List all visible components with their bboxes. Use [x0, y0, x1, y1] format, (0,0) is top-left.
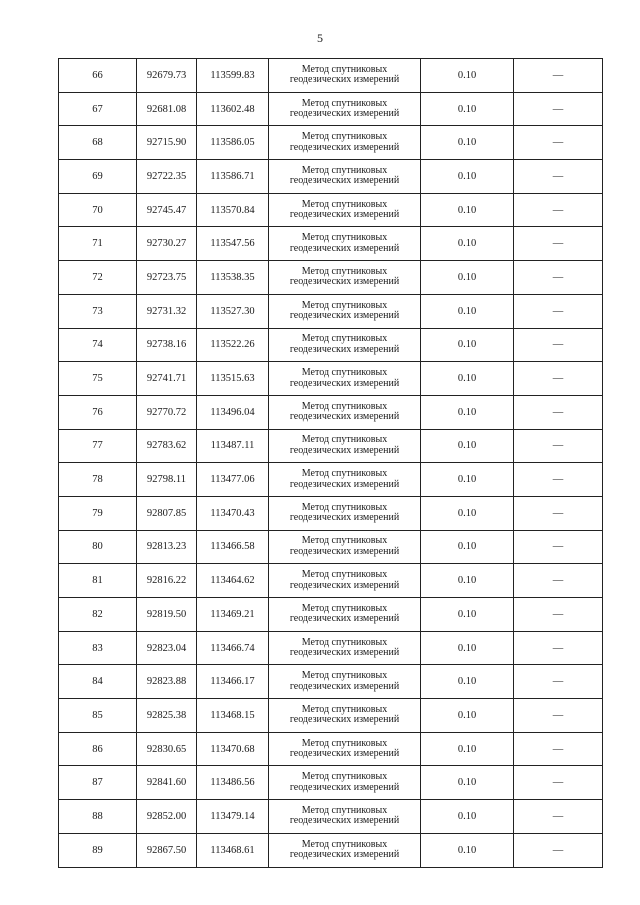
- coordinate-y-cell: 113486.56: [197, 766, 269, 800]
- method-cell: [269, 496, 421, 530]
- precision-cell: 0.10: [421, 227, 514, 261]
- precision-cell: 0.10: [421, 800, 514, 834]
- coordinate-y-cell: 113466.17: [197, 665, 269, 699]
- method-line-1: Метод спутниковых: [301, 434, 388, 446]
- point-number-cell: 75: [59, 362, 137, 396]
- note-dash-cell: —: [514, 227, 603, 261]
- method-cell: [269, 160, 421, 194]
- table-row: [59, 564, 603, 598]
- coordinate-y-cell: 113570.84: [197, 193, 269, 227]
- point-number-cell: 68: [59, 126, 137, 160]
- precision-cell: 0.10: [421, 362, 514, 396]
- method-cell: [269, 92, 421, 126]
- coordinate-y-cell: 113466.74: [197, 631, 269, 665]
- method-line-2: геодезических измерений: [289, 175, 400, 187]
- table-row: [59, 833, 603, 867]
- precision-cell: 0.10: [421, 328, 514, 362]
- precision-cell: 0.10: [421, 92, 514, 126]
- coordinate-x-cell: 92741.71: [137, 362, 197, 396]
- method-line-1: Метод спутниковых: [301, 468, 388, 480]
- point-number-cell: 85: [59, 699, 137, 733]
- method-line-2: геодезических измерений: [289, 647, 400, 659]
- method-line-1: Метод спутниковых: [301, 569, 388, 581]
- precision-cell: 0.10: [421, 294, 514, 328]
- coordinate-x-cell: 92731.32: [137, 294, 197, 328]
- note-dash-cell: —: [514, 463, 603, 497]
- table-row: [59, 496, 603, 530]
- method-line-1: Метод спутниковых: [301, 771, 388, 783]
- coordinate-y-cell: 113527.30: [197, 294, 269, 328]
- point-number-cell: 88: [59, 800, 137, 834]
- method-line-2: геодезических измерений: [289, 411, 400, 423]
- coordinate-x-cell: 92770.72: [137, 395, 197, 429]
- method-line-1: Метод спутниковых: [301, 63, 388, 75]
- method-line-1: Метод спутниковых: [301, 838, 388, 850]
- coordinate-x-cell: 92825.38: [137, 699, 197, 733]
- method-cell: [269, 800, 421, 834]
- table-row: [59, 126, 603, 160]
- method-cell: [269, 227, 421, 261]
- method-line-2: геодезических измерений: [289, 209, 400, 221]
- precision-cell: 0.10: [421, 160, 514, 194]
- point-number-cell: 80: [59, 530, 137, 564]
- method-cell: [269, 126, 421, 160]
- method-line-2: геодезических измерений: [289, 141, 400, 153]
- point-number-cell: 77: [59, 429, 137, 463]
- precision-cell: 0.10: [421, 126, 514, 160]
- note-dash-cell: —: [514, 362, 603, 396]
- precision-cell: 0.10: [421, 665, 514, 699]
- coordinate-x-cell: 92852.00: [137, 800, 197, 834]
- method-line-2: геодезических измерений: [289, 444, 400, 456]
- method-line-1: Метод спутниковых: [301, 804, 388, 816]
- method-line-1: Метод спутниковых: [301, 164, 388, 176]
- method-line-2: геодезических измерений: [289, 613, 400, 625]
- method-line-2: геодезических измерений: [289, 242, 400, 254]
- coordinate-x-cell: 92745.47: [137, 193, 197, 227]
- precision-cell: 0.10: [421, 699, 514, 733]
- point-number-cell: 73: [59, 294, 137, 328]
- method-line-2: геодезических измерений: [289, 108, 400, 120]
- method-cell: [269, 261, 421, 295]
- method-cell: [269, 463, 421, 497]
- note-dash-cell: —: [514, 160, 603, 194]
- point-number-cell: 81: [59, 564, 137, 598]
- coordinates-table: [58, 58, 603, 868]
- coordinate-y-cell: 113466.58: [197, 530, 269, 564]
- table-row: [59, 598, 603, 632]
- page-number: 5: [317, 31, 323, 45]
- coordinate-x-cell: 92807.85: [137, 496, 197, 530]
- table-row: [59, 665, 603, 699]
- method-cell: [269, 665, 421, 699]
- coordinate-y-cell: 113470.68: [197, 732, 269, 766]
- table-row: [59, 328, 603, 362]
- method-cell: [269, 598, 421, 632]
- precision-cell: 0.10: [421, 766, 514, 800]
- method-line-2: геодезических измерений: [289, 310, 400, 322]
- coordinate-y-cell: 113522.26: [197, 328, 269, 362]
- method-line-1: Метод спутниковых: [301, 602, 388, 614]
- coordinate-x-cell: 92715.90: [137, 126, 197, 160]
- method-cell: [269, 631, 421, 665]
- table-row: [59, 766, 603, 800]
- coordinate-x-cell: 92722.35: [137, 160, 197, 194]
- coordinate-x-cell: 92823.04: [137, 631, 197, 665]
- precision-cell: 0.10: [421, 429, 514, 463]
- table-row: [59, 699, 603, 733]
- coordinate-x-cell: 92867.50: [137, 833, 197, 867]
- note-dash-cell: —: [514, 261, 603, 295]
- note-dash-cell: —: [514, 665, 603, 699]
- coordinate-y-cell: 113479.14: [197, 800, 269, 834]
- method-line-2: геодезических измерений: [289, 343, 400, 355]
- point-number-cell: 66: [59, 59, 137, 93]
- method-line-2: геодезических измерений: [289, 680, 400, 692]
- note-dash-cell: —: [514, 126, 603, 160]
- table-row: [59, 92, 603, 126]
- coordinate-x-cell: 92819.50: [137, 598, 197, 632]
- note-dash-cell: —: [514, 496, 603, 530]
- method-cell: [269, 530, 421, 564]
- point-number-cell: 71: [59, 227, 137, 261]
- table-row: [59, 631, 603, 665]
- method-line-2: геодезических измерений: [289, 74, 400, 86]
- coordinate-y-cell: 113515.63: [197, 362, 269, 396]
- precision-cell: 0.10: [421, 732, 514, 766]
- note-dash-cell: —: [514, 564, 603, 598]
- precision-cell: 0.10: [421, 463, 514, 497]
- precision-cell: 0.10: [421, 261, 514, 295]
- precision-cell: 0.10: [421, 564, 514, 598]
- method-cell: [269, 294, 421, 328]
- coordinate-y-cell: 113586.05: [197, 126, 269, 160]
- coordinate-x-cell: 92816.22: [137, 564, 197, 598]
- coordinate-y-cell: 113602.48: [197, 92, 269, 126]
- coordinate-x-cell: 92738.16: [137, 328, 197, 362]
- note-dash-cell: —: [514, 800, 603, 834]
- table-row: [59, 732, 603, 766]
- table-row: [59, 193, 603, 227]
- note-dash-cell: —: [514, 833, 603, 867]
- note-dash-cell: —: [514, 328, 603, 362]
- coordinate-y-cell: 113464.62: [197, 564, 269, 598]
- note-dash-cell: —: [514, 699, 603, 733]
- method-line-1: Метод спутниковых: [301, 400, 388, 412]
- method-line-1: Метод спутниковых: [301, 299, 388, 311]
- method-cell: [269, 732, 421, 766]
- method-cell: [269, 766, 421, 800]
- coordinate-x-cell: 92798.11: [137, 463, 197, 497]
- method-cell: [269, 429, 421, 463]
- coordinates-table-body: [59, 59, 603, 868]
- method-line-2: геодезических измерений: [289, 714, 400, 726]
- table-row: [59, 530, 603, 564]
- method-line-2: геодезических измерений: [289, 748, 400, 760]
- coordinate-y-cell: 113586.71: [197, 160, 269, 194]
- coordinate-x-cell: 92681.08: [137, 92, 197, 126]
- method-line-1: Метод спутниковых: [301, 333, 388, 345]
- table-row: [59, 227, 603, 261]
- coordinate-x-cell: 92730.27: [137, 227, 197, 261]
- precision-cell: 0.10: [421, 59, 514, 93]
- coordinate-x-cell: 92679.73: [137, 59, 197, 93]
- point-number-cell: 79: [59, 496, 137, 530]
- table-row: [59, 59, 603, 93]
- method-line-1: Метод спутниковых: [301, 97, 388, 109]
- note-dash-cell: —: [514, 92, 603, 126]
- coordinate-x-cell: 92783.62: [137, 429, 197, 463]
- table-row: [59, 463, 603, 497]
- precision-cell: 0.10: [421, 496, 514, 530]
- method-line-2: геодезических измерений: [289, 545, 400, 557]
- method-line-2: геодезических измерений: [289, 512, 400, 524]
- method-cell: [269, 193, 421, 227]
- method-line-1: Метод спутниковых: [301, 670, 388, 682]
- coordinate-x-cell: 92841.60: [137, 766, 197, 800]
- coordinate-y-cell: 113468.61: [197, 833, 269, 867]
- method-cell: [269, 395, 421, 429]
- note-dash-cell: —: [514, 193, 603, 227]
- point-number-cell: 74: [59, 328, 137, 362]
- table-row: [59, 261, 603, 295]
- point-number-cell: 67: [59, 92, 137, 126]
- point-number-cell: 89: [59, 833, 137, 867]
- method-line-1: Метод спутниковых: [301, 367, 388, 379]
- method-line-1: Метод спутниковых: [301, 131, 388, 143]
- method-line-1: Метод спутниковых: [301, 703, 388, 715]
- method-line-1: Метод спутниковых: [301, 636, 388, 648]
- note-dash-cell: —: [514, 59, 603, 93]
- method-line-2: геодезических измерений: [289, 849, 400, 861]
- coordinate-y-cell: 113469.21: [197, 598, 269, 632]
- point-number-cell: 82: [59, 598, 137, 632]
- point-number-cell: 70: [59, 193, 137, 227]
- point-number-cell: 84: [59, 665, 137, 699]
- method-cell: [269, 833, 421, 867]
- note-dash-cell: —: [514, 530, 603, 564]
- table-row: [59, 362, 603, 396]
- point-number-cell: 83: [59, 631, 137, 665]
- point-number-cell: 76: [59, 395, 137, 429]
- method-cell: [269, 328, 421, 362]
- point-number-cell: 87: [59, 766, 137, 800]
- note-dash-cell: —: [514, 598, 603, 632]
- method-cell: [269, 362, 421, 396]
- coordinate-x-cell: 92830.65: [137, 732, 197, 766]
- method-line-1: Метод спутниковых: [301, 232, 388, 244]
- coordinate-y-cell: 113538.35: [197, 261, 269, 295]
- method-cell: [269, 699, 421, 733]
- note-dash-cell: —: [514, 631, 603, 665]
- method-line-2: геодезических измерений: [289, 579, 400, 591]
- coordinate-x-cell: 92823.88: [137, 665, 197, 699]
- coordinate-y-cell: 113477.06: [197, 463, 269, 497]
- method-line-2: геодезических измерений: [289, 815, 400, 827]
- method-line-1: Метод спутниковых: [301, 501, 388, 513]
- table-row: [59, 800, 603, 834]
- method-line-2: геодезических измерений: [289, 781, 400, 793]
- point-number-cell: 69: [59, 160, 137, 194]
- precision-cell: 0.10: [421, 530, 514, 564]
- method-line-1: Метод спутниковых: [301, 198, 388, 210]
- precision-cell: 0.10: [421, 631, 514, 665]
- coordinate-x-cell: 92813.23: [137, 530, 197, 564]
- coordinate-y-cell: 113487.11: [197, 429, 269, 463]
- point-number-cell: 72: [59, 261, 137, 295]
- coordinate-y-cell: 113468.15: [197, 699, 269, 733]
- coordinate-y-cell: 113547.56: [197, 227, 269, 261]
- precision-cell: 0.10: [421, 833, 514, 867]
- point-number-cell: 86: [59, 732, 137, 766]
- coordinate-x-cell: 92723.75: [137, 261, 197, 295]
- note-dash-cell: —: [514, 732, 603, 766]
- precision-cell: 0.10: [421, 598, 514, 632]
- method-line-1: Метод спутниковых: [301, 265, 388, 277]
- precision-cell: 0.10: [421, 395, 514, 429]
- note-dash-cell: —: [514, 294, 603, 328]
- coordinate-y-cell: 113470.43: [197, 496, 269, 530]
- method-line-2: геодезических измерений: [289, 276, 400, 288]
- note-dash-cell: —: [514, 429, 603, 463]
- method-cell: [269, 59, 421, 93]
- method-line-1: Метод спутниковых: [301, 737, 388, 749]
- precision-cell: 0.10: [421, 193, 514, 227]
- table-row: [59, 395, 603, 429]
- note-dash-cell: —: [514, 766, 603, 800]
- method-line-2: геодезических измерений: [289, 377, 400, 389]
- coordinate-y-cell: 113599.83: [197, 59, 269, 93]
- coordinate-y-cell: 113496.04: [197, 395, 269, 429]
- table-row: [59, 160, 603, 194]
- point-number-cell: 78: [59, 463, 137, 497]
- method-cell: [269, 564, 421, 598]
- method-line-1: Метод спутниковых: [301, 535, 388, 547]
- table-row: [59, 429, 603, 463]
- method-line-2: геодезических измерений: [289, 478, 400, 490]
- note-dash-cell: —: [514, 395, 603, 429]
- table-row: [59, 294, 603, 328]
